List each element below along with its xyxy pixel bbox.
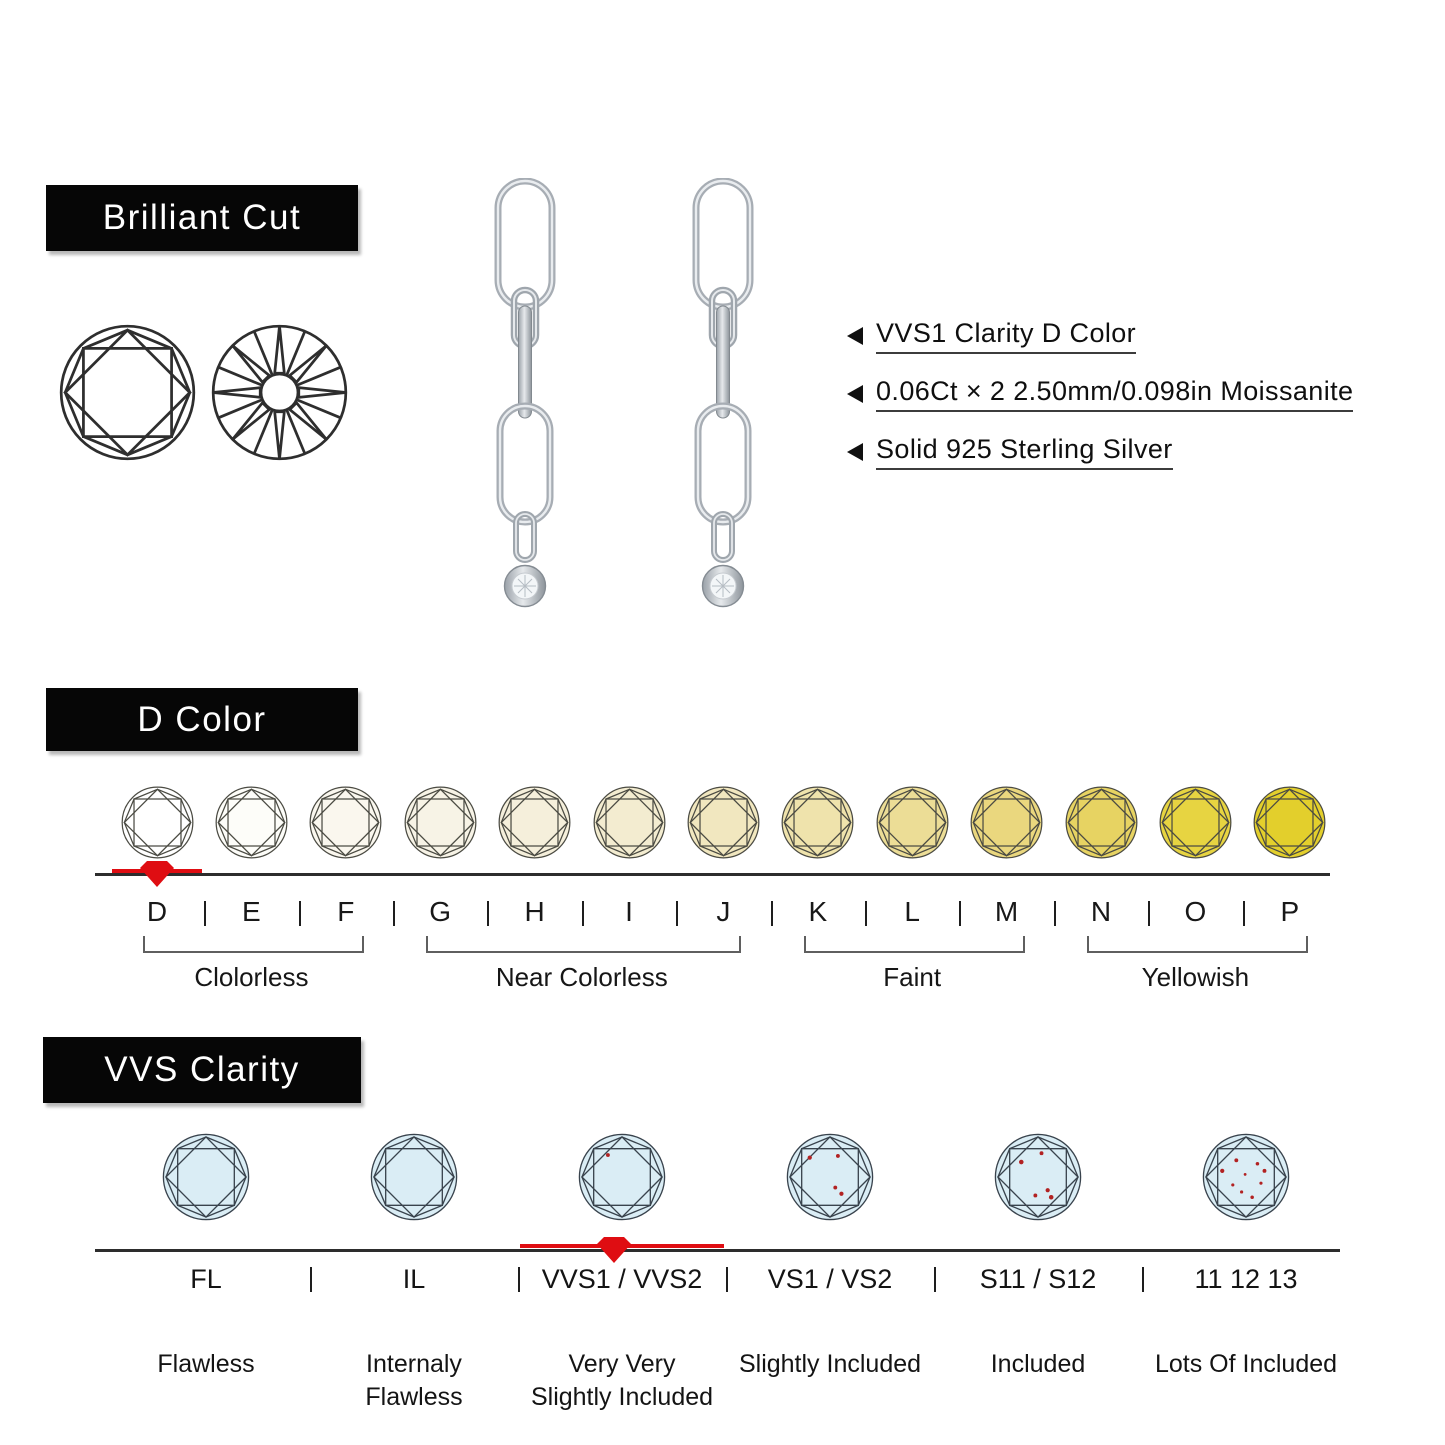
scale-separator xyxy=(1142,1267,1144,1292)
diamond-clarity-icon-6 xyxy=(1202,1133,1290,1221)
paperclip-chain-earring-left xyxy=(489,178,561,630)
scale-separator xyxy=(299,901,301,926)
feature-bullet-text: VVS1 Clarity D Color xyxy=(876,318,1136,354)
diamond-clarity-icon-5 xyxy=(994,1133,1082,1221)
diamond-color-icon-H xyxy=(498,786,571,859)
brilliant-cut-crown-view-icon xyxy=(59,324,196,461)
diamond-color-icon-M xyxy=(970,786,1043,859)
scale-separator xyxy=(1148,901,1150,926)
clarity-grade-code: IL xyxy=(402,1264,426,1294)
clarity-grade-description xyxy=(739,1348,921,1381)
diamond-clarity-icon-4 xyxy=(786,1133,874,1221)
clarity-marker-diamond-icon xyxy=(596,1236,632,1264)
diamond-color-icon-E xyxy=(215,786,288,859)
color-group-label: Near Colorless xyxy=(495,962,668,992)
color-grade-letter: F xyxy=(337,896,355,927)
color-grade-letter: G xyxy=(429,896,452,927)
section-title-vvs-clarity: VVS Clarity xyxy=(43,1037,361,1103)
paperclip-chain-earring-right xyxy=(687,178,759,630)
color-grade-letter: N xyxy=(1090,896,1112,927)
clarity-description-line: Slightly Included xyxy=(738,1350,922,1378)
clarity-grade-description xyxy=(157,1348,254,1381)
color-group-label: Faint xyxy=(883,962,942,992)
color-group-bracket xyxy=(804,936,1025,953)
diamond-clarity-icon-1 xyxy=(162,1133,250,1221)
color-marker-diamond-icon xyxy=(139,860,175,888)
scale-separator xyxy=(934,1267,936,1292)
scale-separator xyxy=(771,901,773,926)
diamond-clarity-icon-3 xyxy=(578,1133,666,1221)
scale-separator xyxy=(204,901,206,926)
clarity-description-line: Flawless xyxy=(157,1350,255,1378)
feature-bullet-row xyxy=(847,318,1136,354)
scale-separator xyxy=(865,901,867,926)
clarity-grade-code: FL xyxy=(190,1264,222,1294)
color-grade-letter: J xyxy=(716,896,731,927)
color-grade-letter: H xyxy=(524,896,545,927)
scale-separator xyxy=(676,901,678,926)
diamond-color-icon-P xyxy=(1253,786,1326,859)
bullet-triangle-icon xyxy=(847,385,863,403)
section-title-brilliant-cut: Brilliant Cut xyxy=(46,185,358,251)
diamond-color-icon-D xyxy=(121,786,194,859)
clarity-grade-description xyxy=(1155,1348,1337,1381)
diamond-color-icon-N xyxy=(1065,786,1138,859)
color-grade-letter: M xyxy=(994,896,1019,927)
color-grade-letter: O xyxy=(1184,896,1207,927)
diamond-color-icon-I xyxy=(593,786,666,859)
clarity-grade-code: VVS1 / VVS2 xyxy=(541,1264,703,1294)
bullet-triangle-icon xyxy=(847,327,863,345)
section-title-d-color: D Color xyxy=(46,688,358,751)
feature-bullet-row xyxy=(847,434,1173,470)
scale-separator xyxy=(582,901,584,926)
scale-separator xyxy=(393,901,395,926)
clarity-description-line: Slightly Included xyxy=(530,1382,714,1411)
diamond-color-icon-G xyxy=(404,786,477,859)
color-grade-letter: L xyxy=(904,896,920,927)
diamond-color-icon-J xyxy=(687,786,760,859)
color-group-label: Clolorless xyxy=(194,962,309,992)
color-grade-letter: D xyxy=(146,896,168,927)
clarity-grade-description xyxy=(365,1348,462,1413)
clarity-description-line: Internaly xyxy=(366,1350,462,1378)
clarity-grade-code: 11 12 13 xyxy=(1194,1264,1298,1294)
diamond-color-icon-L xyxy=(876,786,949,859)
clarity-grade-code: VS1 / VS2 xyxy=(767,1264,893,1294)
color-scale-line xyxy=(95,873,1330,876)
clarity-description-line: Included xyxy=(990,1350,1086,1378)
clarity-description-line: Lots Of Included xyxy=(1154,1350,1338,1378)
clarity-grade-code: S11 / S12 xyxy=(979,1264,1097,1294)
color-group-bracket xyxy=(1087,936,1308,953)
clarity-scale-line xyxy=(95,1249,1340,1252)
feature-bullet-text: Solid 925 Sterling Silver xyxy=(876,434,1173,470)
color-grade-letter: I xyxy=(625,896,633,927)
scale-separator xyxy=(310,1267,312,1292)
color-grade-letter: P xyxy=(1280,896,1300,927)
feature-bullet-row xyxy=(847,376,1353,412)
color-grade-letter: E xyxy=(242,896,261,927)
scale-separator xyxy=(1243,901,1245,926)
scale-separator xyxy=(518,1267,520,1292)
feature-bullet-text: 0.06Ct × 2 2.50mm/0.098in Moissanite xyxy=(876,376,1353,412)
scale-separator xyxy=(726,1267,728,1292)
diamond-color-icon-O xyxy=(1159,786,1232,859)
diamond-color-icon-K xyxy=(781,786,854,859)
diamond-color-icon-F xyxy=(309,786,382,859)
scale-separator xyxy=(959,901,961,926)
color-group-bracket xyxy=(143,936,364,953)
clarity-description-line: Flawless xyxy=(365,1382,463,1411)
color-group-bracket xyxy=(426,936,741,953)
clarity-description-line: Very Very xyxy=(568,1350,676,1378)
bullet-triangle-icon xyxy=(847,443,863,461)
color-grade-letter: K xyxy=(808,896,828,927)
brilliant-cut-pavilion-view-icon xyxy=(211,324,348,461)
scale-separator xyxy=(487,901,489,926)
diamond-clarity-icon-2 xyxy=(370,1133,458,1221)
clarity-grade-description xyxy=(991,1348,1086,1381)
color-group-label: Yellowish xyxy=(1141,962,1250,992)
scale-separator xyxy=(1054,901,1056,926)
clarity-grade-description xyxy=(531,1348,713,1413)
